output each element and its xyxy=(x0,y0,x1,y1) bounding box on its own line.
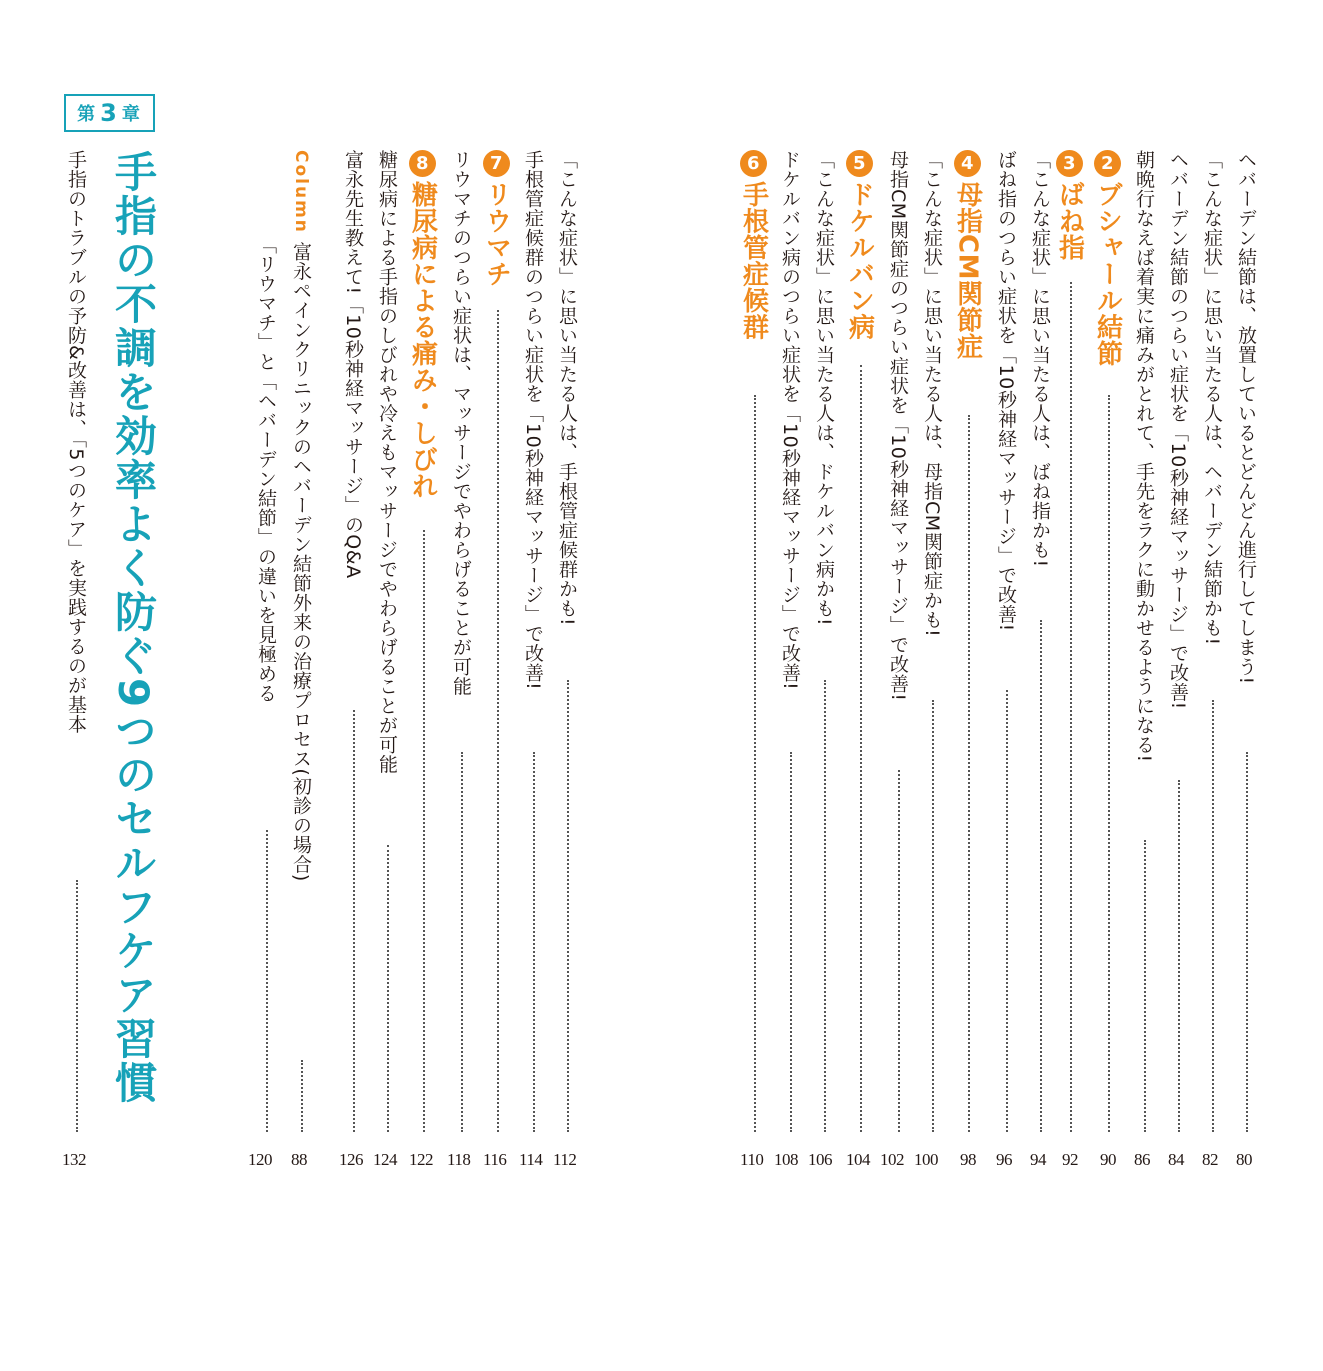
dot-leader xyxy=(461,752,463,1132)
page-number: 84 xyxy=(1168,1150,1184,1169)
dot-leader xyxy=(932,700,934,1132)
dot-leader xyxy=(1178,780,1180,1132)
dot-leader xyxy=(1212,700,1214,1132)
section-number-badge: 6 xyxy=(740,150,767,177)
toc-entry[interactable]: ドケルバン病のつらい症状を「10秒神経マッサージ」で改善! xyxy=(779,150,801,691)
dot-leader xyxy=(790,752,792,1132)
page-number: 108 xyxy=(774,1150,798,1169)
page-number: 80 xyxy=(1236,1150,1252,1169)
page-number: 116 xyxy=(483,1150,507,1169)
toc-entry[interactable]: 「リウマチ」と「ヘバーデン結節」の違いを見極める xyxy=(255,235,277,703)
chapter-title[interactable]: 手指の不調を効率よく防ぐ9つのセルフケア習慣 xyxy=(109,150,158,1106)
section-heading-6[interactable]: 6手根管症候群 xyxy=(740,150,767,1135)
page-number: 82 xyxy=(1202,1150,1218,1169)
dot-leader xyxy=(387,845,389,1132)
section-number-badge: 3 xyxy=(1056,150,1083,177)
dot-leader xyxy=(533,752,535,1132)
toc-entry[interactable]: 「こんな症状」に思い当たる人は、母指CM関節症かも! xyxy=(921,150,943,638)
section-heading-5[interactable]: 5ドケルバン病 xyxy=(846,150,873,1135)
section-heading-4[interactable]: 4母指CM関節症 xyxy=(954,150,981,1135)
dot-leader xyxy=(266,830,268,1132)
section-number-badge: 2 xyxy=(1094,150,1121,177)
dot-leader xyxy=(754,395,756,1132)
page-number: 120 xyxy=(248,1150,272,1169)
page-number: 132 xyxy=(62,1150,86,1169)
dot-leader xyxy=(968,415,970,1132)
dot-leader xyxy=(1070,282,1072,1132)
dot-leader xyxy=(860,365,862,1132)
section-heading-7[interactable]: 7リウマチ xyxy=(483,150,510,1135)
dot-leader xyxy=(353,710,355,1132)
toc-entry[interactable]: 母指CM関節症のつらい症状を「10秒神経マッサージ」で改善! xyxy=(887,150,909,702)
column-entry[interactable]: Column富永ペインクリニックのヘバーデン結節外来の治療プロセス(初診の場合) xyxy=(290,150,312,882)
section-heading-8[interactable]: 8糖尿病による痛み・しびれ xyxy=(409,150,436,1135)
dot-leader xyxy=(76,880,78,1132)
section-number-badge: 4 xyxy=(954,150,981,177)
dot-leader xyxy=(898,770,900,1132)
section-number-badge: 8 xyxy=(409,150,436,177)
page-number: 124 xyxy=(373,1150,397,1169)
dot-leader xyxy=(497,310,499,1132)
page-number: 118 xyxy=(447,1150,471,1169)
toc-entry[interactable]: ヘバーデン結節のつらい症状を「10秒神経マッサージ」で改善! xyxy=(1167,150,1189,710)
page-number: 126 xyxy=(339,1150,363,1169)
page-number: 88 xyxy=(291,1150,307,1169)
toc-entry[interactable]: 「こんな症状」に思い当たる人は、ヘバーデン結節かも! xyxy=(1201,150,1223,646)
toc-entry[interactable]: 朝晩行なえば着実に痛みがとれて、手先をラクに動かせるようになる! xyxy=(1133,150,1155,763)
page-number: 94 xyxy=(1030,1150,1046,1169)
section-number-badge: 7 xyxy=(483,150,510,177)
toc-entry[interactable]: 手指のトラブルの予防&改善は、「5つのケア」を実践するのが基本 xyxy=(65,150,87,734)
page-number: 102 xyxy=(880,1150,904,1169)
page-number: 110 xyxy=(740,1150,764,1169)
section-heading-3[interactable]: 3ばね指 xyxy=(1056,150,1083,1135)
toc-entry[interactable]: ばね指のつらい症状を「10秒神経マッサージ」で改善! xyxy=(995,150,1017,632)
toc-entry[interactable]: 富永先生教えて!「10秒神経マッサージ」のQ&A xyxy=(342,150,364,579)
toc-entry[interactable]: 手根管症候群のつらい症状を「10秒神経マッサージ」で改善! xyxy=(522,150,544,691)
toc-entry[interactable]: 「こんな症状」に思い当たる人は、ドケルバン病かも! xyxy=(813,150,835,627)
section-heading-2[interactable]: 2ブシャール結節 xyxy=(1094,150,1121,1135)
toc-entry[interactable]: 「こんな症状」に思い当たる人は、手根管症候群かも! xyxy=(556,150,578,627)
toc-entry[interactable]: リウマチのつらい症状は、マッサージでやわらげることが可能 xyxy=(450,150,472,696)
dot-leader xyxy=(423,530,425,1132)
toc-entry[interactable]: 「こんな症状」に思い当たる人は、ばね指かも! xyxy=(1029,150,1051,568)
toc-entry[interactable]: ヘバーデン結節は、放置しているとどんどん進行してしまう! xyxy=(1235,150,1257,685)
dot-leader xyxy=(1108,395,1110,1132)
page-number: 92 xyxy=(1062,1150,1078,1169)
page-number: 96 xyxy=(996,1150,1012,1169)
toc-entry[interactable]: 糖尿病による手指のしびれや冷えもマッサージでやわらげることが可能 xyxy=(376,150,398,774)
page-number: 106 xyxy=(808,1150,832,1169)
dot-leader xyxy=(301,1060,303,1132)
dot-leader xyxy=(824,680,826,1132)
section-number-badge: 5 xyxy=(846,150,873,177)
page-number: 122 xyxy=(409,1150,433,1169)
dot-leader xyxy=(1246,752,1248,1132)
chapter-badge: 第 3 章 xyxy=(64,94,155,132)
dot-leader xyxy=(567,680,569,1132)
page-number: 98 xyxy=(960,1150,976,1169)
dot-leader xyxy=(1144,840,1146,1132)
page-number: 100 xyxy=(914,1150,938,1169)
page-number: 104 xyxy=(846,1150,870,1169)
column-label: Column xyxy=(291,150,311,234)
page-number: 86 xyxy=(1134,1150,1150,1169)
page-number: 114 xyxy=(519,1150,543,1169)
dot-leader xyxy=(1006,690,1008,1132)
page-number: 90 xyxy=(1100,1150,1116,1169)
dot-leader xyxy=(1040,620,1042,1132)
page-number: 112 xyxy=(553,1150,577,1169)
